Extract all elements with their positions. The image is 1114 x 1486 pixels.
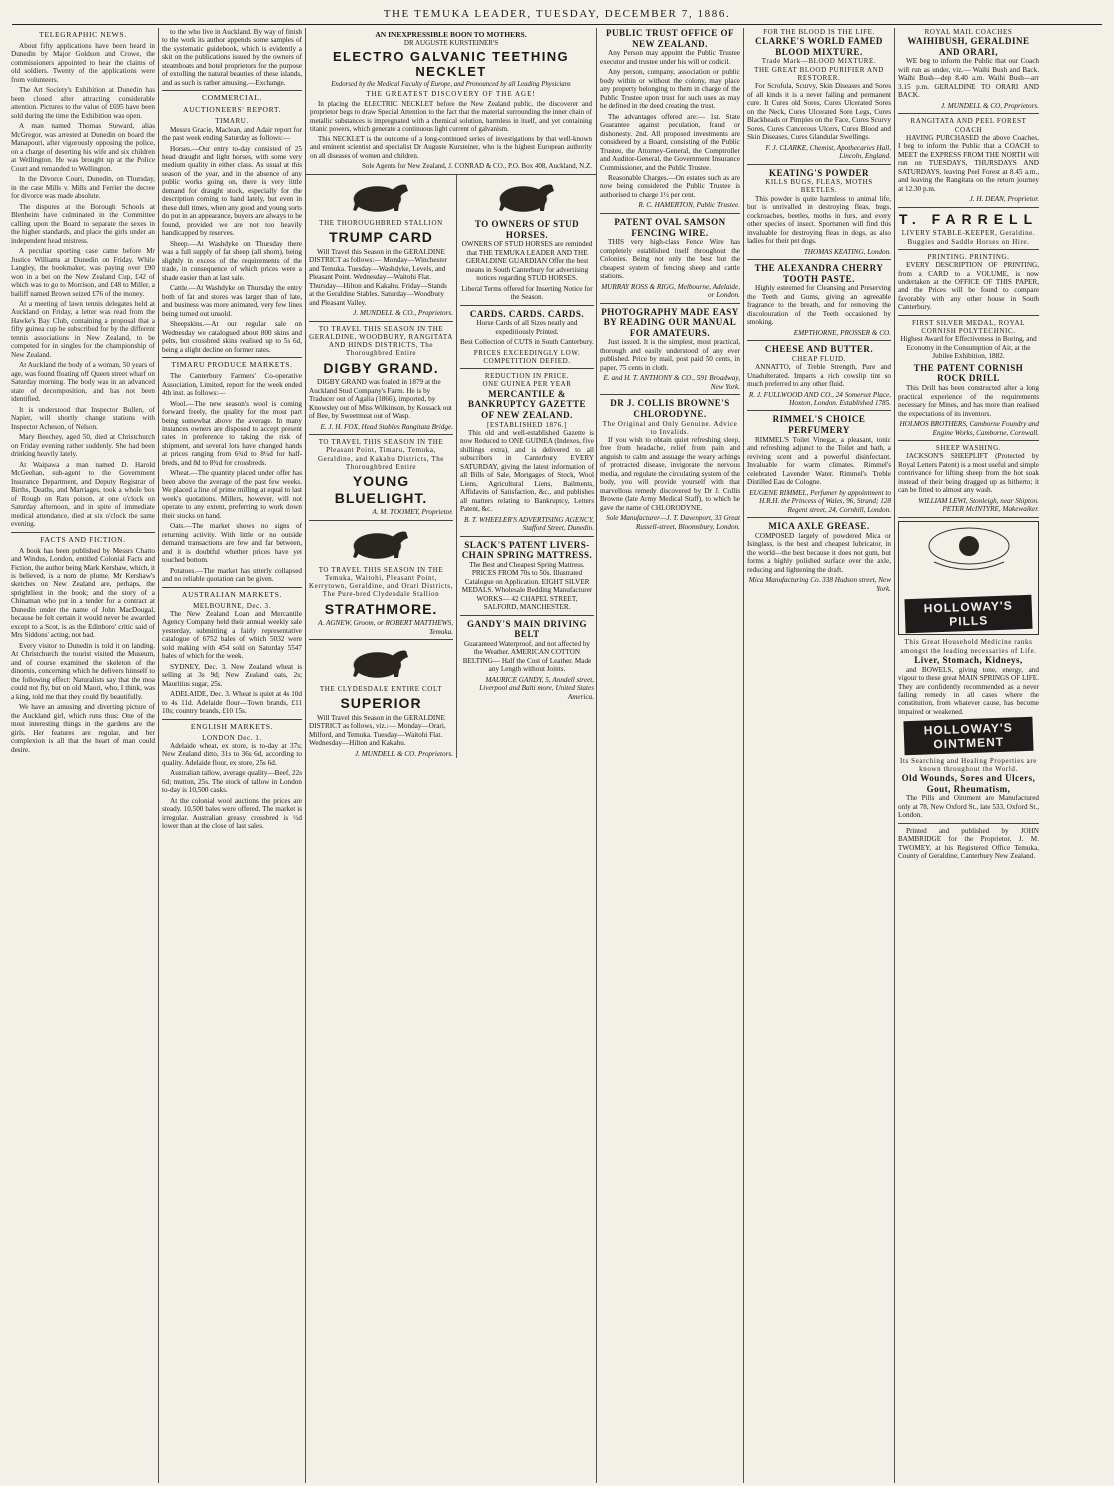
imprint: Printed and published by JOHN BAMBRIDGE for the Proprietor, J. M. TWOMEY, at his Registered Office Temuka, County of Geraldine, Canterbury New Zealand.	[898, 826, 1039, 861]
ad-line: [ESTABLISHED 1876.]	[486, 420, 568, 429]
stallion-ad-digby-grand	[309, 325, 453, 431]
photography-ad	[600, 307, 740, 339]
ad-title: STRATHMORE.	[324, 600, 438, 617]
ad-signature: E. J. H. FOX, Head Stables Rangitata Bridge.	[320, 422, 453, 431]
belt-ad	[460, 619, 594, 702]
ad-subtitle: THE CLYDESDALE ENTIRE COLT	[319, 685, 443, 694]
ad-title: T. FARRELL	[898, 210, 1039, 227]
ad-title: GANDY'S MAIN DRIVING BELT	[466, 618, 587, 640]
ad-kicker: REDUCTION IN PRICE.	[484, 372, 570, 381]
divider	[309, 520, 453, 521]
ad-subtitle: TO TRAVEL THIS SEASON IN THE Pleasant Point, Timaru, Temuka, Geraldine, and Kakahu Districts, The Thoroughbred Entire	[317, 438, 445, 471]
place-heading: TIMARU.	[215, 117, 249, 126]
holloway-banner: HOLLOWAY'S PILLS	[904, 595, 1032, 634]
ad-paragraph: and BOWELS, giving tone, energy, and vigour to these great MAIN SPRINGS OF LIFE. They are confidently recommended as a never failing remedy in all cases where the constitution, from whatever cause, has become impaired or weakened.	[898, 665, 1039, 716]
ad-signature: A. AGNEW, Groom, or ROBERT MATTHEWS, Temuka.	[318, 619, 453, 636]
pill-box-icon	[904, 522, 1034, 592]
article-paragraph: At a meeting of lawn tennis delegates held at Auckland on Friday, a letter was read from the Hawke's Bay Club, containing a proposal that a fifty guinea cup be subscribed for by the different tennis associations in New Zealand, to be competed for in singles for the championship of New Zealand.	[11, 300, 155, 359]
royal-mail-coaches-ad	[898, 28, 1039, 57]
ad-paragraph: THIS very high-class Fence Wire has completely established itself throughout the Colonies. Being not only the best but the cheapest system of fencing sheep and cattle stations.	[600, 238, 740, 281]
ad-signature: WILLIAM LEWI, Stonleigh, near Shipton.	[918, 496, 1039, 505]
article-paragraph: A peculiar sporting case came before Mr Justice Williams at Dunedin on Friday. While Langley, the bookmaker, was paying over £90 won in a bet on the New Zealand Cup, £42 of which was to go to Morrison, and £48 to Miller, a bailiff named Brown seized £76 of the money.	[11, 247, 155, 298]
ad-subtitle: Its Searching and Healing Properties are known throughout the World.	[900, 756, 1037, 774]
ad-signature: MURRAY ROSS & RIGG, Melbourne, Adelaide, or London.	[601, 282, 740, 300]
article-paragraph: It is understood that Inspector Bullen, of Napier, will shortly change stations with Inspector Acheson, of Nelson.	[11, 405, 155, 431]
ad-title: CARDS. CARDS. CARDS.	[469, 308, 585, 319]
cards-ad	[460, 309, 594, 366]
ad-signature: MAURICE GANDY, 5, Anndell street, Liverpool and Balti more, United States America.	[479, 675, 594, 701]
divider	[309, 639, 453, 640]
divider	[460, 615, 594, 616]
ad-signature: F. J. CLARKE, Chemist, Apothecaries Hall, Lincoln, England.	[765, 143, 891, 161]
divider	[898, 823, 1039, 824]
column-2	[159, 28, 306, 1483]
ad-paragraph: ANNATTO, of Treble Strength, Pure and Unadulterated. Imparts a rich cowslip tint so much preferred to any other fluid.	[747, 363, 891, 389]
livery-stable-ad	[898, 211, 1039, 246]
section-heading: AUSTRALIAN MARKETS.	[182, 589, 282, 599]
ad-paragraph: Liberal Terms offered for Inserting Notice for the Season.	[461, 284, 593, 302]
ad-paragraph: JACKSON'S SHEEPLIFT (Protected by Royal Letters Patent) is a most useful and simple contrivance for lifting sheep from the hot soak instead of their being dragged up as hitherto; it can be fitted to almost any wash.	[898, 452, 1039, 495]
article-paragraph: At the colonial wool auctions the prices are steady. 10,500 bales were offered. The market is irregular. Australian greasy crossbred is ½d lower than at the close of last sales.	[162, 796, 302, 831]
divider	[460, 368, 594, 369]
ad-paragraph: This powder is quite harmless to animal life, but is unrivalled in destroying fleas, bugs, cockroaches, beetles, moths in furs, and every other species of insect. Sportsmen will find this invaluable for destroying fleas in dogs, as also ladies for their pet dogs.	[747, 194, 891, 246]
ad-title: THE PATENT CORNISH ROCK DRILL	[913, 362, 1024, 384]
section-heading: ENGLISH MARKETS.	[190, 721, 274, 731]
article-paragraph: SYDNEY, Dec. 3. New Zealand wheat is selling at 3s 9d; New Zealand oats, 2s; Mauritius sugar, 25s.	[162, 662, 302, 688]
ad-paragraph: Will Travel this Season in the GERALDINE DISTRICT as follows, viz.:— Monday—Orari, Milford, and Temuka. Tuesday—Waitohi Flat. Wednesday—Hilton and Kakahu.	[309, 713, 446, 748]
printing-ad	[898, 253, 1039, 261]
ad-paragraph: Any person, company, association or public body within or without the colony, may place any property belonging to them in charge of the Public Trustee upon trust for such uses as may be defined in the deed creating the trust.	[600, 68, 740, 111]
divider	[747, 410, 891, 411]
ad-paragraph: HAVING PURCHASED the above Coaches, I beg to inform the Public that a COACH to MEET the EXPRESS FROM THE NORTH will run on TUESDAYS, THURSDAYS AND SATURDAYS, leaving Peel Forest at 8.45 a.m., and leaving the Rangitata on the return journey at 12.30 p.m.	[898, 133, 1039, 193]
annatto-ad	[747, 344, 891, 363]
article-paragraph: The New Zealand Loan and Mercantile Agency Company held their annual weekly sale yesterday, submitting a fairly representative catalogue of 6752 bales of which 5032 were sold making with 454 sold on Saturday 5547 bales of which for the week.	[162, 609, 302, 661]
ad-signature: HOLMOS BROTHERS, Camborne Foundry and Engine Works, Camborne, Cornwall.	[899, 420, 1039, 437]
article-paragraph: Mary Beechey, aged 50, died at Christchurch on Friday evening rather suddenly. She had been drinking heavily lately.	[11, 433, 155, 459]
ad-title: Gout, Rheumatism,	[926, 783, 1011, 794]
ad-title: Liver, Stomach, Kidneys,	[914, 654, 1023, 665]
public-trust-ad	[600, 28, 740, 49]
horse-icon	[344, 643, 418, 683]
divider	[162, 90, 302, 91]
ad-paragraph: Reasonable Charges.—On estates such as are now being considered the Public Trustee is authorised to charge 1½ per cent.	[600, 174, 740, 199]
ad-signature: Sole Manufacturer—J. T. Davenport, 33 Great Russell-street, Bloomsbury, London.	[606, 514, 740, 531]
ad-title: MICA AXLE GREASE.	[768, 521, 870, 532]
ad-title: MERCANTILE & BANKRUPTCY GAZETTE OF NEW ZEALAND.	[468, 388, 586, 420]
ad-paragraph: This Drill has been constructed after a long practical experience of the requirements necessary for Mines, and has more than realised the expectations of its inventors.	[898, 384, 1039, 418]
ad-paragraph: OWNERS OF STUD HORSES are reminded that THE TEMUKA LEADER AND THE GERALDINE GUARDIAN Offer the best means in South Canterbury for advertising notices regarding STUD HORSES.	[461, 240, 593, 283]
ad-signature: B. T. WHEELER'S ADVERTISING AGENCY, Stafford Street, Dunedin.	[463, 515, 594, 533]
ad-paragraph: If you wish to obtain quiet refreshing sleep, free from headache, relief from pain and anguish to calm and assuage the weary achings of protracted disease, invigorate the nervous media, and regulate the circulating system of the body, you will provide yourself with that marvellous remedy discovered by Dr J. Collis Browne (late Army Medical Staff), to which he gave the name of CHLORODYNE.	[600, 436, 740, 512]
ad-title: DIGBY GRAND.	[323, 359, 439, 376]
columns	[8, 28, 1106, 1483]
divider	[898, 249, 1039, 250]
article-paragraph: The Art Society's Exhibition at Dunedin has been closed after attracting considerable attention. Pictures to the value of £695 have been sold during the time the Exhibition was open.	[11, 86, 155, 120]
article-paragraph: At Waipawa a man named D. Harold McGeehan, sub-agent to the Government Insurance Department, and Deputy Registrar of Births, Deaths, and Marriages, took a whole box of Rough on Rats poison, at one o'clock on Saturday afternoon, and in spite of immediate medical attendance, died at six o'clock the same evening.	[11, 460, 155, 529]
article-paragraph: Cattle.—At Washdyke on Thursday the entry both of fat and stores was larger than of late, and business was more animated, very few lines being turned out unsold.	[162, 284, 302, 318]
section-heading: TIMARU PRODUCE MARKETS.	[171, 360, 293, 370]
divider	[600, 303, 740, 304]
divider	[898, 517, 1039, 518]
article-paragraph: We have an amusing and diverting picture of the Auckland girl, which runs thus: One of the most interesting things in the gardens are the girls. Her features are regular, and her complexion is all that the heart of man could desire.	[11, 703, 155, 754]
ad-title: CLARKE'S WORLD FAMED BLOOD MIXTURE.	[755, 36, 883, 57]
ad-paragraph: Best Collection of CUTS in South Canterbury.	[460, 338, 594, 347]
ad-title: RANGITATA AND PEEL FOREST COACH	[910, 117, 1027, 134]
ad-paragraph: EVERY DESCRIPTION OF PRINTING, from a CARD to a VOLUME, is now undertaken at the OFFICE OF THIS PAPER, and the Prices will be found to compare favorably with any other house in South Canterbury.	[898, 261, 1039, 312]
ad-kicker: AN INEXPRESSIBLE BOON TO MOTHERS.	[375, 30, 527, 39]
ad-title: SUPERIOR	[340, 695, 422, 712]
divider	[460, 305, 594, 306]
keatings-powder-ad	[747, 168, 891, 195]
ad-endorsement: Endorsed by the Medical Faculty of Europe, and Pronounced by all Leading Physicians	[331, 81, 571, 88]
column-4	[457, 175, 597, 758]
divider	[11, 532, 155, 533]
ad-signature: THOMAS KEATING, London.	[803, 247, 891, 256]
ad-kicker: This Great Household Medicine ranks amongst the leading necessaries of Life.	[900, 638, 1037, 655]
divider	[600, 394, 740, 395]
divider	[747, 340, 891, 341]
ad-signature: J. H. DEAN, Proprietor.	[969, 195, 1039, 204]
ad-line: COMPETITION DEFIED.	[483, 356, 571, 365]
center-block	[306, 28, 597, 1483]
column-3	[306, 175, 457, 758]
ad-title: ELECTRO GALVANIC TEETHING NECKLET	[332, 49, 570, 79]
divider	[309, 434, 453, 435]
ad-slogan: THE GREATEST DISCOVERY OF THE AGE!	[366, 90, 536, 98]
article-paragraph: Australian tallow, average quality—Beef, 22s 6d; mutton, 25s. The stock of tallow in London to-day is 10,500 casks.	[162, 769, 302, 795]
perfumery-ad	[747, 414, 891, 435]
fencing-wire-ad	[600, 217, 740, 238]
article-paragraph: At Auckland the body of a woman, 50 years of age, was found floating off Queen street wharf on Saturday morning. The body was in an advanced state of decomposition, and has not been identified.	[11, 361, 155, 404]
ad-paragraph: The Best and Cheapest Spring Mattress. PRICES FROM 70s to 50s. Illustrated Catalogue on Application. EIGHT SILVER MEDALS. Wholesale Bedding Manufacturer WORKS— 42 CHAPEL STREET, SALFORD, MANCHESTER.	[461, 560, 593, 612]
article-paragraph: Every visitor to Dunedin is told it on landing. At Christchurch the tourist visited the Museum, and of course examined the skeleton of the dinornis, concerning which he delivers himself to the following effect: Naturalists say that the moa could not fly, but on old Maori, who, I think, was a king, told me that they could fly beautifully.	[11, 641, 155, 701]
ad-paragraph: The advantages offered are:— 1st. State Guarantee against peculation, fraud or dishonesty. 2nd. All proposed investments are considered by a Board, consisting of the Public Trustee, the Attorney-General, the Comptroller and Auditor-General, the Government Insurance Commissioner, and the Public Trustee.	[600, 112, 740, 172]
divider	[460, 536, 594, 537]
ad-paragraph: For Scrofula, Scurvy, Skin Diseases and Sores of all kinds it is a never failing and permanent cure. It Cures old Sores, Cures Ulcerated Sores on the Neck, Cures Ulcerated Sore Legs, Cures Blackheads or Pimples on the Face, Cures Scurvy Sores, Cures Cancerous Ulcers, Cures Blood and Skin Diseases, Cures Glandular Swellings.	[747, 82, 891, 142]
stallion-ad-strathmore	[309, 524, 453, 636]
ad-paragraph: Will Travel this Season in the GERALDINE DISTRICT as follows:— Monday—Winchester and Temuka. Tuesday—Washdyke, Levels, and Pleasant Point. Wednesday—Waitohi Flat. Thursday—Hilton and Kakahu. Friday—Stands at the Geraldine Stables. Saturday—Woodbury and Pleasant Valley.	[309, 247, 447, 307]
ad-signature: J. MUNDELL & CO, Proprietors.	[940, 101, 1039, 110]
article-paragraph: to the who live in Auckland. By way of finish to the work its author appends some samples of the systematic guidebook, which is evidently a skit on the publications issued by the owners of steamboats and hotel proprietors for the purpose of extolling the natural beauties of these islands, and as such is rather amusing.—Exchange.	[162, 28, 302, 87]
ad-signature: EMPTHORNE, PROSSER & CO.	[793, 328, 891, 337]
ad-price: ONE GUINEA PER YEAR	[482, 380, 572, 389]
ad-title: PRINTING. PRINTING.	[927, 252, 1010, 261]
ad-title: DR J. COLLIS BROWNE'S CHLORODYNE.	[610, 398, 730, 419]
ad-signature: Mica Manufacturing Co. 338 Hudson street, New York.	[748, 576, 891, 593]
place-heading: MELBOURNE, Dec. 3.	[193, 601, 271, 610]
ad-subtitle: LIVERY STABLE-KEEPER, Geraldine.	[901, 229, 1036, 238]
article-paragraph: Sheep.—At Washdyke on Thursday there was a full supply of fat sheep (all shorn), being slightly in excess of the requirements of the trade, in consequence of which prices were a shade easier than at last sale.	[162, 239, 302, 282]
article-paragraph: In the Divorce Court, Dunedin, on Thursday, in the case Mills v. Mills and Ferrier the decree for divorce was made absolute.	[11, 175, 155, 201]
article-paragraph: Adelaide wheat, ex store, is to-day at 37s; New Zealand ditto, 31s to 36s 6d, according to quality. Adelaide flour, ex store, 25s 6d.	[162, 741, 302, 767]
article-paragraph: Wheat.—The quantity placed under offer has been above the average of the past few weeks. We placed a line of prime milling at equal to last week's quotations. Millers, however, will not operate to any extent, preferring to work down their stocks on hand.	[162, 469, 302, 520]
ad-signature: R. J. FULLWOOD AND CO., 24 Somerset Place, Hoxton, London. Established 1785.	[748, 390, 891, 407]
article-paragraph: A book has been published by Messrs Chatto and Windus, London, entitled Colonial Facts and Fiction, the author being Mark Kershaw, which, it is believed, is a nom de plume. Mr Kershaw's sketches on New Zealand are, perhaps, the sprightliest in the book; and the story of a Chinaman who put in a tender for a contract at Dunedin under the name of John MacDougal, because he felt certain it would never be awarded except to a Scot, is as the Edinboro' critic said of Mrs Siddons' acting, not bad.	[11, 546, 155, 640]
ad-paragraph: COMPOSED largely of powdered Mica or Isinglass, is the best and cheapest lubricator, in the world—the best because it does not gum, but forms a highly polished surface over the axle, reducing and lightening the draft.	[747, 531, 891, 574]
ad-title: Old Wounds, Sores and Ulcers,	[901, 773, 1036, 784]
divider	[162, 719, 302, 720]
ad-subtitle: WAIHIBUSH, GERALDINE AND ORARI,	[907, 36, 1030, 57]
mattress-ad	[460, 540, 594, 612]
ad-title: YOUNG BLUELIGHT.	[334, 473, 428, 506]
ad-title: RIMMEL'S CHOICE PERFUMERY	[772, 414, 866, 436]
column-5	[597, 28, 744, 1483]
ad-subtitle: TO TRAVEL THIS SEASON IN THE GERALDINE, WOODBURY, RANGITATA AND HINDS DISTRICTS, The Thoroughbred Entire	[309, 324, 453, 358]
divider	[162, 357, 302, 358]
ad-subtitle: THE GREAT BLOOD PURIFIER AND RESTORER.	[754, 65, 884, 82]
column-6	[744, 28, 895, 1483]
ad-paragraph: Highly esteemed for Cleansing and Preserving the Teeth and Gums, giving an agreeable fragrance to the breath, and for removing the discolouration of the Teeth occasioned by smoking.	[747, 284, 891, 327]
article-paragraph: Oats.—The market shows no signs of returning activity. With little or no outside demand transactions are few and far between, and it is doubtful whether prices have yet touched bottom.	[162, 522, 302, 565]
article-paragraph: The Canterbury Farmers' Co-operative Association, Limited, report for the week ended 4th inst. as follows:—	[162, 372, 302, 398]
stallion-ad-trump-card	[309, 177, 453, 318]
ad-title: THE ALEXANDRA CHERRY TOOTH PASTE.	[754, 263, 884, 284]
ad-paragraph: This old and well-established Gazette is now Reduced to ONE GUINEA (Indexes, five shillings extra), and is delivered to all subscribers in Canterbury EVERY SATURDAY, giving the latest information of all Bills of Sale, Mortgages of Stock, Wool Liens, Agricultural Liens, Bailments, Affidavits of Satisfaction, &c., and publishes all matters relating to Bankruptcy, Letters Patent, &c.	[460, 428, 594, 514]
axle-grease-ad	[747, 521, 891, 532]
section-heading: TELEGRAPHIC NEWS.	[39, 30, 127, 39]
ad-paragraph: Highest Award for Effectiveness in Boring, and Economy in the Consumption of Air, at the Jubilee Exhibition, 1882.	[900, 335, 1037, 361]
chlorodyne-ad	[600, 398, 740, 436]
holloway-ointment-ad	[898, 757, 1039, 795]
ad-paragraph: In placing the ELECTRIC NECKLET before the New Zealand public, the discoverer and proprietor begs to draw Special Attention to the fact that the material surrounding the inner chain of metallic substances is impregnated with a chemical solution, harmless in itself, and yet containing titanic powers, which generate a continuous light current of galvanism.	[310, 100, 592, 133]
ad-title: SLACK'S PATENT LIVERS-CHAIN SPRING MATTRESS.	[461, 539, 593, 561]
ad-signature: R. C. HAMERTON, Public Trustee.	[638, 201, 740, 210]
article-paragraph: ADELAIDE, Dec. 3. Wheat is quiet at 4s 10d to 4s 11d. Adelaide flour—Town brands, £11 10s; country brands, £10 15s.	[162, 690, 302, 716]
ad-paragraph: WE beg to inform the Public that our Coach will run as under, viz.— Waihi Bush and Back. Waihi Bush—dep 8.40 a.m. Waihi Bush—arr 3.15 p.m. GERALDINE TO ORARI AND BACK.	[898, 57, 1039, 100]
ad-subtitle: The Original and Only Genuine. Advice to Invalids.	[602, 419, 738, 436]
ad-paragraph: This NECKLET is the outcome of a long-continued series of investigations by that well-known and eminent scientist and specialist Dr Auguste Kursteiner, who is the highest European authority on all diseases of women and children.	[310, 135, 592, 160]
divider	[898, 440, 1039, 441]
ad-byline: DR AUGUSTE KURSTEINER'S	[403, 39, 499, 47]
divider	[898, 315, 1039, 316]
divider	[747, 259, 891, 260]
horse-icon	[344, 524, 418, 564]
ad-title: SHEEP WASHING.	[935, 444, 1002, 452]
rangitata-coach-ad	[898, 117, 1039, 134]
rock-drill-ad	[898, 319, 1039, 384]
ad-signature: PETER McINTYRE, Makewaiker.	[942, 505, 1039, 514]
ad-subtitle: KILLS BUGS, FLEAS, MOTHS BEETLES.	[765, 178, 873, 195]
article-paragraph: Horses.—Our entry to-day consisted of 25 head draught and light horses, with some very medium quality in either class. As usual at this season of the year, and in the absence of any public works going on, there is very little demand for draught stock, especially for the description coming to hand lately, but even in these dull times, when any good and young sorts do put in an appearance, buyers are always to be found, provided we are not too heavily handicapped by reserves.	[162, 144, 302, 238]
ad-title: KEATING'S POWDER	[768, 167, 870, 178]
stallion-ad-superior	[309, 643, 453, 758]
divider	[162, 587, 302, 588]
article-paragraph: Wool.—The new season's wool is coming forward freely, the quality for the most part being somewhat above the average. In many instances owners are disposed to accept present rates in preference to taking the risk of shipment, and several lots have changed hands at prices ranging from 6¾d to 8¼d for half-breds, and 8d to 8¾d for crossbreds.	[162, 399, 302, 467]
ad-paragraph: Just issued. It is the simplest, most practical, thorough and easily understood of any ever published. Price by mail, post paid 50 cents, in paper, 75 cents in cloth.	[600, 338, 740, 372]
holloway-ointment-banner: HOLLOWAY'S OINTMENT	[903, 717, 1033, 756]
article-paragraph: Potatoes.—The market has utterly collapsed and no reliable quotation can be given.	[162, 566, 302, 584]
section-heading: COMMERCIAL.	[202, 93, 262, 103]
ad-line: Buggies and Saddle Horses on Hire.	[907, 237, 1030, 246]
ad-title: PATENT OVAL SAMSON FENCING WIRE.	[614, 216, 726, 238]
horse-icon	[490, 177, 564, 217]
ad-signature: EUGENE RIMMEL, Perfumer by appointment to H.R.H. the Princess of Wales, 96, Strand; 128 Regent street, 24, Cornhill, London.	[749, 488, 891, 514]
ad-signature: J. MUNDELL & CO., Proprietors.	[353, 309, 453, 318]
center-columns	[306, 175, 596, 758]
ad-address: Sole Agents for New Zealand, J. CONRAD & CO., P.O. Box 408, Auckland, N.Z.	[361, 161, 592, 170]
ad-title: CHEESE AND BUTTER.	[764, 344, 874, 355]
holloway-ad	[898, 638, 1039, 665]
ad-title: PUBLIC TRUST OFFICE OF NEW ZEALAND.	[606, 28, 734, 49]
divider	[898, 207, 1039, 208]
ad-paragraph: Any Person may appoint the Public Trustee executor and trustee under his will or codicil.	[600, 49, 740, 66]
article-paragraph: The disputes at the Borough Schools at Blenheim have culminated in the Committee calling upon the Board to separate the sexes in the higher standards, and place the girls under an independent head mistress.	[11, 202, 155, 245]
tooth-paste-ad	[747, 263, 891, 284]
ad-paragraph: Guaranteed Waterproof, and not affected by the Weather. AMERICAN COTTON BELTING— Half the Cost of Leather. Made any Length without Joints.	[462, 639, 592, 674]
divider	[309, 321, 453, 322]
blood-mixture-ad	[747, 28, 891, 82]
section-subheading: AUCTIONEERS' REPORT.	[183, 105, 281, 115]
ad-line: PRICES EXCEEDINGLY LOW.	[473, 348, 581, 357]
ad-title: PHOTOGRAPHY MADE EASY BY READING OUR MANUAL FOR AMATEURS.	[601, 306, 739, 338]
ad-signature: J. MUNDELL & CO. Proprietors.	[354, 749, 453, 758]
divider	[747, 164, 891, 165]
divider	[898, 113, 1039, 114]
horse-icon	[344, 177, 418, 217]
stud-horse-notice	[460, 177, 594, 302]
ad-signature: E. and H. T. ANTHONY & CO., 591 Broadway, New York.	[603, 374, 740, 391]
ad-subtitle: THE THOROUGHBRED STALLION	[319, 219, 443, 227]
divider	[747, 517, 891, 518]
article-paragraph: About fifty applications have been heard in Dunedin by Major Goldson and Crowe, the commissioners appointed to hear the claims of old soldiers. Twenty of the applications were from volunteers.	[11, 41, 155, 84]
ad-kicker: FOR THE BLOOD IS THE LIFE.	[763, 28, 875, 36]
ad-paragraph: Horse Cards of all Sizes neatly and expeditiously Printed.	[476, 319, 578, 336]
sheep-washing-ad	[898, 444, 1039, 452]
necklet-advertisement	[306, 28, 596, 175]
masthead: THE TEMUKA LEADER, TUESDAY, DECEMBER 7, 1886.	[12, 6, 1102, 25]
article-paragraph: Sheepskins.—At our regular sale on Wednesday we catalogued about 800 skins and pelts, but crossbred skins realised up to 5s 6d, being a slight decline on former rates.	[162, 320, 302, 354]
column-1	[8, 28, 159, 1483]
holloway-illustration	[898, 521, 1039, 636]
ad-paragraph: RIMMEL'S Toilet Vinegar, a pleasant, tonic and refreshing adjunct to the Toilet and bath, a reviving scent and a powerful disinfectant. Invaluable for warm climates. Rimmel's celebrated Lavender Water. Rimmel's Treble Distilled Eau de Cologne.	[747, 435, 891, 487]
divider	[600, 213, 740, 214]
ad-kicker: FIRST SILVER MEDAL, ROYAL CORNISH POLYTECHNIC.	[911, 318, 1025, 336]
article-paragraph: A man named Thomas Steward, alias McGregor, was arrested at Dunedin on board the Manapouri, after vigorously opposing the police, on a charge of deserting his wife and six children at Wellington. He was brought up at the Police Court and remanded to Wellington.	[11, 122, 155, 173]
ad-title: TO OWNERS OF STUD HORSES.	[474, 219, 580, 240]
stallion-ad-young-bluelight	[309, 438, 453, 517]
ad-subtitle: Trade Mark—BLOOD MIXTURE.	[761, 57, 877, 66]
article-paragraph: Messrs Gracie, Maclean, and Adair report for the past week ending Saturday as follows:—	[162, 125, 302, 143]
place-heading: LONDON Dec. 1.	[202, 733, 262, 742]
ad-subtitle: TO TRAVEL THIS SEASON IN THE Temuka, Waitohi, Pleasant Point, Kerrytown, Geraldine, and Orari Districts, The Pure-bred Clydesdale Stallion	[309, 565, 453, 599]
section-heading: FACTS AND FICTION.	[40, 534, 126, 544]
ad-paragraph: DIGBY GRAND was foaled in 1879 at the Auckland Stud Company's Farm. He is by Traducer out of Agalia (1866), imported, by Knowsley out of Miss Wilkinson, by Kossack out of Bee, by Sweetmeat out of Wasp.	[309, 378, 452, 421]
gazette-ad	[460, 372, 594, 532]
ad-title: ROYAL MAIL COACHES	[924, 28, 1013, 36]
column-7	[895, 28, 1042, 1483]
ad-subtitle: CHEAP FLUID.	[792, 354, 846, 363]
ad-title: TRUMP CARD	[329, 229, 433, 246]
ad-paragraph: The Pills and Ointment are Manufactured only at 78, New Oxford St., late 533, Oxford St., London.	[898, 794, 1039, 820]
ad-signature: A. M. TOOMEY, Proprietor.	[372, 508, 453, 517]
